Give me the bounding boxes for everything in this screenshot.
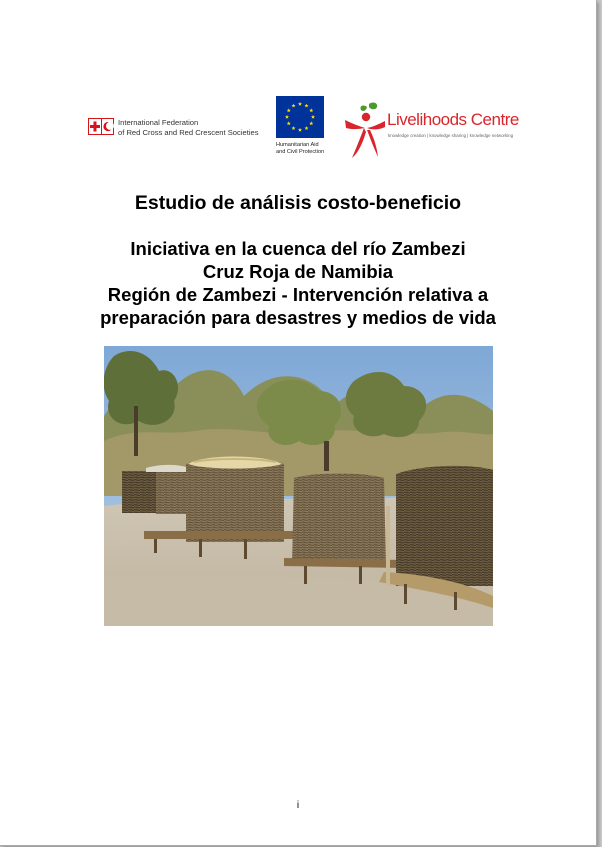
- page-number: i: [296, 800, 300, 811]
- red-cross-icon: [89, 119, 101, 134]
- eu-caption-line2: and Civil Protection: [276, 149, 325, 155]
- eu-logo: [276, 96, 326, 156]
- document-subtitle: [0, 237, 596, 329]
- livelihoods-centre-tagline: knowledge creation | knowledge sharing | knowledge networking: [388, 133, 514, 138]
- subtitle-line-3: Región de Zambezi - Intervención relativa a: [107, 284, 489, 305]
- logo-bar: [0, 96, 596, 166]
- ifrc-name-line1: International Federation: [118, 118, 199, 127]
- ifrc-name-line2: of Red Cross and Red Crescent Societies: [118, 128, 259, 137]
- document-title: Estudio de análisis costo-beneficio: [134, 192, 462, 214]
- ifrc-logo: [88, 118, 268, 138]
- subtitle-line-1: Iniciativa en la cuenca del río Zambezi: [130, 238, 466, 259]
- livelihoods-centre-logo: [343, 102, 523, 162]
- livelihoods-figure-icon: [343, 102, 387, 162]
- red-cross-crescent-emblem: [88, 118, 114, 135]
- eu-caption-line1: Humanitarian Aid: [276, 142, 319, 148]
- eu-flag-icon: [276, 96, 324, 138]
- cover-photo: [104, 346, 493, 626]
- livelihoods-centre-name: Livelihoods Centre: [387, 110, 519, 129]
- subtitle-line-2: Cruz Roja de Namibia: [202, 261, 394, 282]
- subtitle-line-4: preparación para desastres y medios de vida: [100, 307, 496, 328]
- eu-caption: [276, 142, 336, 156]
- ifrc-name: [118, 118, 268, 138]
- red-crescent-icon: [101, 119, 114, 134]
